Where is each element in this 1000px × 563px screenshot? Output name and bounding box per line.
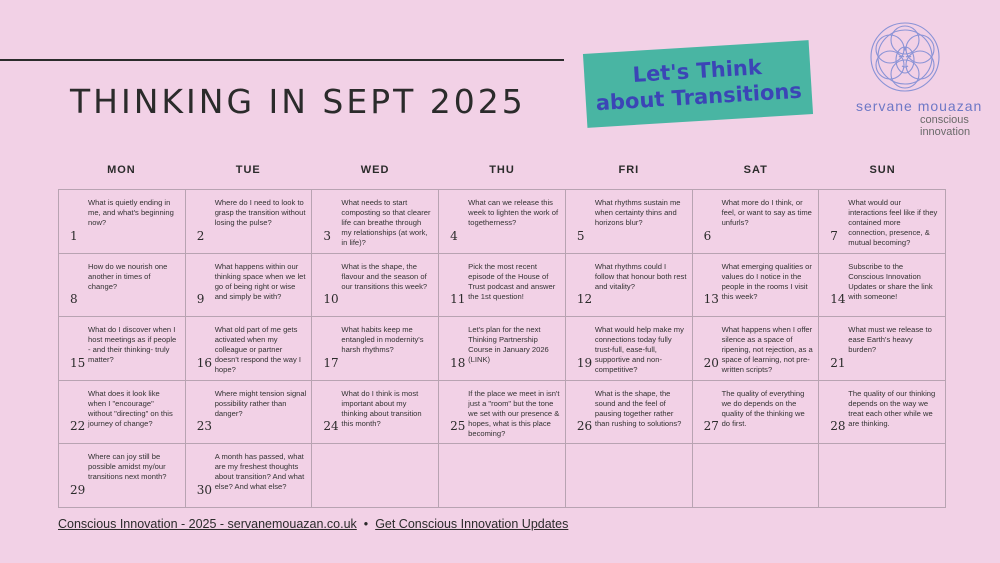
day-cell-27	[693, 381, 820, 445]
day-prompt: The quality of everything we do depends on the quality of the thinking we do first.	[721, 388, 805, 428]
day-prompt-subscribe-link[interactable]: Subscribe to the Conscious Innovation Updates or share the link with someone!	[848, 261, 933, 301]
day-number: 30	[196, 482, 212, 497]
weekday-wed: WED	[360, 164, 390, 176]
day-number: 1	[70, 228, 78, 243]
day-cell-29	[59, 444, 186, 508]
transitions-banner	[583, 40, 813, 128]
day-number: 22	[70, 419, 86, 434]
day-prompt: What happens within our thinking space when we let go of being right or wise and simply be with?	[214, 261, 306, 301]
empty-cell	[312, 444, 439, 508]
day-cell-5	[566, 190, 693, 254]
day-prompt: What emerging qualities or values do I notice in the people in the rooms I visit this week?	[721, 261, 812, 301]
day-number: 25	[450, 419, 466, 434]
weekday-sun: SUN	[869, 164, 896, 176]
day-cell-1	[59, 190, 186, 254]
empty-cell	[819, 444, 946, 508]
day-prompt: What must we release to ease Earth's heavy burden?	[848, 325, 932, 355]
day-prompt: What is the shape, the flavour and the season of our transitions this week?	[341, 261, 428, 291]
mandala-face-logo-icon	[868, 20, 942, 94]
day-number: 28	[830, 419, 846, 434]
day-number: 6	[703, 228, 712, 243]
weekday-mon: MON	[107, 164, 136, 176]
day-prompt: What would our interactions feel like if they contained more connection, presence, & mutual becoming?	[848, 198, 938, 247]
day-cell-16	[186, 317, 313, 381]
calendar-grid	[58, 189, 946, 508]
day-prompt: What is the shape, the sound and the feel of pausing together rather than rushing to solutions?	[594, 388, 682, 428]
day-number: 20	[703, 355, 719, 370]
brand-sub-1: conscious	[920, 114, 969, 126]
brand-name: servane mouazan	[856, 98, 983, 114]
day-cell-13	[693, 254, 820, 318]
day-number: 26	[576, 419, 593, 434]
day-prompt-podcast-link[interactable]: Pick the most recent episode of the House of Trust podcast and answer the 1st question!	[468, 261, 556, 301]
weekday-sat: SAT	[743, 164, 768, 176]
day-cell-9	[186, 254, 313, 318]
day-number: 11	[450, 292, 466, 307]
day-prompt-course-link[interactable]: Let's plan for the next Thinking Partnership Course in January 2026 (LINK)	[468, 325, 549, 365]
day-cell-30	[186, 444, 313, 508]
day-cell-21	[819, 317, 946, 381]
day-number: 2	[196, 228, 205, 243]
day-prompt: A month has passed, what are my freshest thoughts about transition? And what else? And what else?	[214, 452, 305, 492]
day-number: 13	[703, 292, 719, 307]
day-number: 16	[196, 355, 212, 370]
day-cell-20	[693, 317, 820, 381]
day-cell-23	[186, 381, 313, 445]
day-cell-24	[312, 381, 439, 445]
day-cell-14[interactable]	[819, 254, 946, 318]
day-number: 10	[323, 292, 339, 307]
day-number: 12	[576, 292, 593, 307]
day-cell-7	[819, 190, 946, 254]
day-number: 24	[323, 419, 339, 434]
day-cell-8	[59, 254, 186, 318]
day-number: 15	[70, 355, 86, 370]
weekday-tue: TUE	[235, 164, 261, 176]
day-prompt: What do I think is most important about my thinking about transition this month?	[341, 388, 422, 428]
day-cell-11[interactable]	[439, 254, 566, 318]
empty-cell	[566, 444, 693, 508]
day-number: 19	[576, 355, 593, 370]
day-cell-17	[312, 317, 439, 381]
empty-cell	[439, 444, 566, 508]
day-number: 27	[703, 419, 719, 434]
day-cell-10	[312, 254, 439, 318]
footer-separator: •	[363, 517, 369, 531]
day-number: 18	[450, 355, 466, 370]
day-prompt: What can we release this week to lighten the work of togetherness?	[468, 198, 559, 227]
day-number: 21	[830, 355, 846, 370]
day-cell-26	[566, 381, 693, 445]
day-number: 8	[70, 292, 78, 307]
day-prompt: What old part of me gets activated when my colleague or partner doesn't respond the way I hope?	[214, 325, 302, 375]
page-title: THINKING IN SEPT 2025	[70, 82, 526, 121]
day-number: 5	[576, 228, 585, 243]
day-prompt: If the place we meet in isn't just a "room" but the tone we set with our presence & hopes, what is this place becoming?	[468, 388, 560, 438]
day-cell-6	[693, 190, 820, 254]
day-prompt: The quality of our thinking depends on the way we treat each other while we are thinking.	[848, 388, 936, 428]
day-prompt: Where do I need to look to grasp the transition without losing the pulse?	[214, 198, 306, 227]
day-cell-22	[59, 381, 186, 445]
day-prompt: What happens when I offer silence as a space of ripening, not rejection, as a space of learning, not pre-written scripts?	[721, 325, 813, 375]
weekday-fri: FRI	[618, 164, 640, 176]
day-number: 17	[323, 355, 339, 370]
day-cell-19	[566, 317, 693, 381]
day-cell-2	[186, 190, 313, 254]
day-number: 7	[830, 228, 838, 243]
weekday-header	[58, 164, 946, 176]
day-prompt: What would help make my connections today fully trust-full, ease-full, supportive and non-competitive?	[594, 325, 684, 375]
day-prompt: What needs to start composting so that clearer life can breathe through my relationships (at work, in life)?	[341, 198, 431, 247]
day-number: 3	[323, 228, 332, 243]
day-prompt: What rhythms could I follow that honour both rest and vitality?	[594, 261, 687, 291]
footer-website-link[interactable]: Conscious Innovation - 2025 - servanemouazan.co.uk	[58, 517, 357, 531]
brand-sub-2: innovation	[920, 126, 971, 138]
day-prompt: What is quietly ending in me, and what's beginning now?	[88, 198, 174, 227]
brand-block	[856, 20, 986, 138]
day-number: 4	[450, 228, 458, 243]
day-cell-3	[312, 190, 439, 254]
banner-line-2: about Transitions	[595, 78, 803, 116]
day-number: 9	[196, 292, 205, 307]
footer-updates-link[interactable]: Get Conscious Innovation Updates	[375, 517, 569, 531]
day-cell-28	[819, 381, 946, 445]
title-rule	[0, 59, 564, 61]
day-prompt: Where can joy still be possible amidst my/our transitions next month?	[88, 452, 167, 482]
day-prompt: What does it look like when I "encourage" without "directing" on this journey of change?	[88, 388, 173, 428]
day-prompt: How do we nourish one another in times of change?	[88, 261, 168, 291]
day-cell-18[interactable]	[439, 317, 566, 381]
day-cell-12	[566, 254, 693, 318]
day-prompt: What habits keep me entangled in modernity's harsh rhythms?	[341, 325, 424, 355]
day-prompt: What rhythms sustain me when certainty thins and horizons blur?	[594, 198, 681, 227]
footer	[58, 517, 568, 531]
weekday-thu: THU	[489, 164, 515, 176]
day-prompt: Where might tension signal possibility rather than danger?	[214, 388, 307, 418]
empty-cell	[693, 444, 820, 508]
day-number: 23	[196, 419, 212, 434]
day-cell-25	[439, 381, 566, 445]
day-prompt: What do I discover when I host meetings as if people - and their thinking- truly matter?	[88, 325, 177, 365]
banner-line-1: Let's Think	[631, 55, 763, 87]
day-number: 14	[830, 292, 846, 307]
day-prompt: What more do I think, or feel, or want to say as time unfurls?	[721, 198, 812, 227]
day-number: 29	[70, 482, 86, 497]
day-cell-4	[439, 190, 566, 254]
day-cell-15	[59, 317, 186, 381]
